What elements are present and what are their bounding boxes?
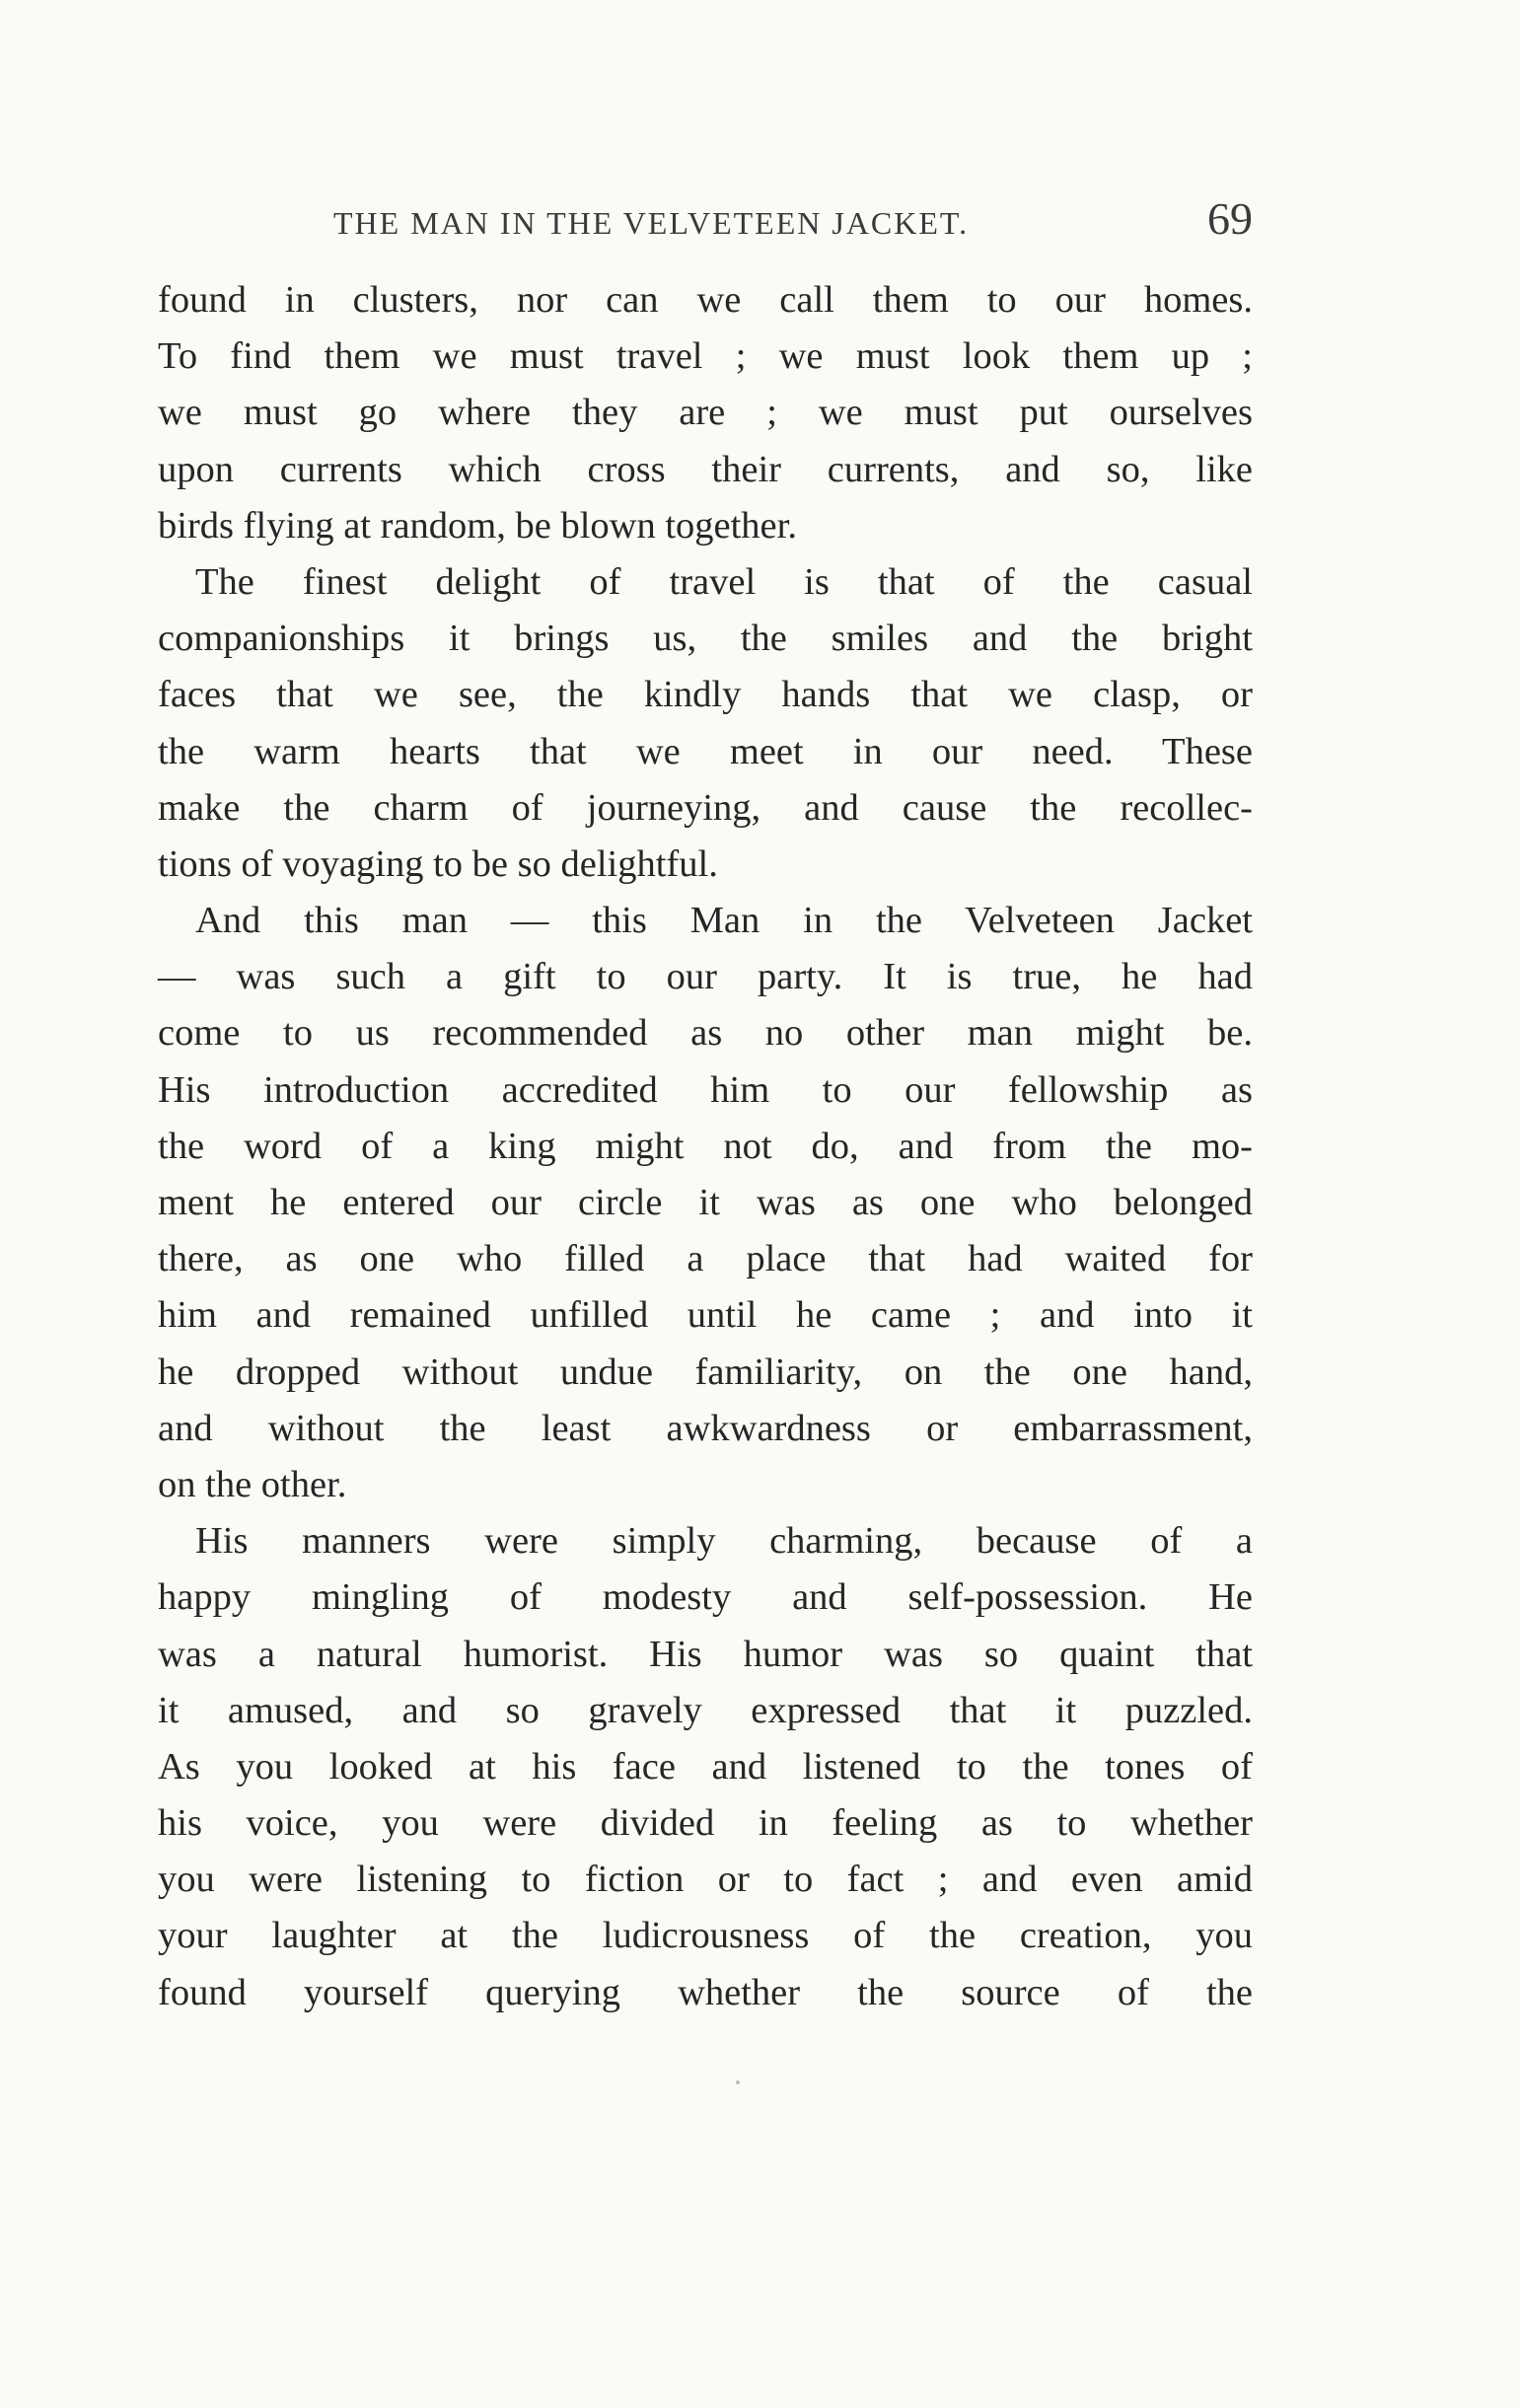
- text-line: he dropped without undue familiarity, on the one hand,: [158, 1350, 1253, 1393]
- text-line: To find them we must travel ; we must look them up ;: [158, 335, 1253, 378]
- text-line: His manners were simply charming, because of a: [195, 1520, 1253, 1563]
- paragraph-2: [158, 554, 1253, 893]
- paragraph-3: [158, 893, 1253, 1513]
- paragraph-4: [158, 1513, 1253, 2021]
- text-line: found in clusters, nor can we call them to our homes.: [158, 279, 1253, 321]
- text-line: — was such a gift to our party. It is true, he had: [158, 956, 1253, 998]
- paragraph-1: [158, 272, 1253, 554]
- text-line: The finest delight of travel is that of the casual: [195, 560, 1253, 603]
- paper-speck: [736, 2080, 740, 2084]
- text-line: upon currents which cross their currents, and so, like: [158, 448, 1253, 490]
- text-line: was a natural humorist. His humor was so quaint that: [158, 1633, 1253, 1675]
- text-line: As you looked at his face and listened to the tones of: [158, 1745, 1253, 1788]
- text-line: his voice, you were divided in feeling as to whether: [158, 1802, 1253, 1845]
- text-line: And this man — this Man in the Velveteen Jacket: [195, 900, 1253, 942]
- page-number: 69: [1207, 193, 1253, 244]
- text-line: found yourself querying whether the source of the: [158, 1971, 1253, 2013]
- text-line: happy mingling of modesty and self-possession. He: [158, 1576, 1253, 1619]
- text-line: your laughter at the ludicrousness of the creation, you: [158, 1915, 1253, 1957]
- text-line: come to us recommended as no other man might be.: [158, 1012, 1253, 1055]
- text-line: birds flying at random, be blown together.: [158, 504, 797, 547]
- text-line: His introduction accredited him to our fellowship as: [158, 1068, 1253, 1111]
- text-line: make the charm of journeying, and cause the recollec-: [158, 786, 1253, 829]
- text-line: the word of a king might not do, and from the mo-: [158, 1125, 1253, 1167]
- body-text: [158, 272, 1253, 2021]
- text-line: him and remained unfilled until he came ; and into it: [158, 1294, 1253, 1337]
- text-line: and without the least awkwardness or embarrassment,: [158, 1407, 1253, 1449]
- text-line: faces that we see, the kindly hands that we clasp, or: [158, 674, 1253, 716]
- text-line: ment he entered our circle it was as one who belonged: [158, 1182, 1253, 1223]
- text-line: we must go where they are ; we must put ourselves: [158, 392, 1253, 434]
- text-line: there, as one who filled a place that had waited for: [158, 1238, 1253, 1280]
- text-line: you were listening to fiction or to fact ; and even amid: [158, 1859, 1253, 1901]
- running-head: [158, 195, 1253, 251]
- text-line: on the other.: [158, 1463, 347, 1505]
- text-line: tions of voyaging to be so delightful.: [158, 842, 718, 885]
- text-line: it amused, and so gravely expressed that it puzzled.: [158, 1689, 1253, 1731]
- text-line: the warm hearts that we meet in our need. These: [158, 730, 1253, 772]
- text-line: companionships it brings us, the smiles and the bright: [158, 618, 1253, 660]
- running-title: THE MAN IN THE VELVETEEN JACKET.: [333, 205, 970, 241]
